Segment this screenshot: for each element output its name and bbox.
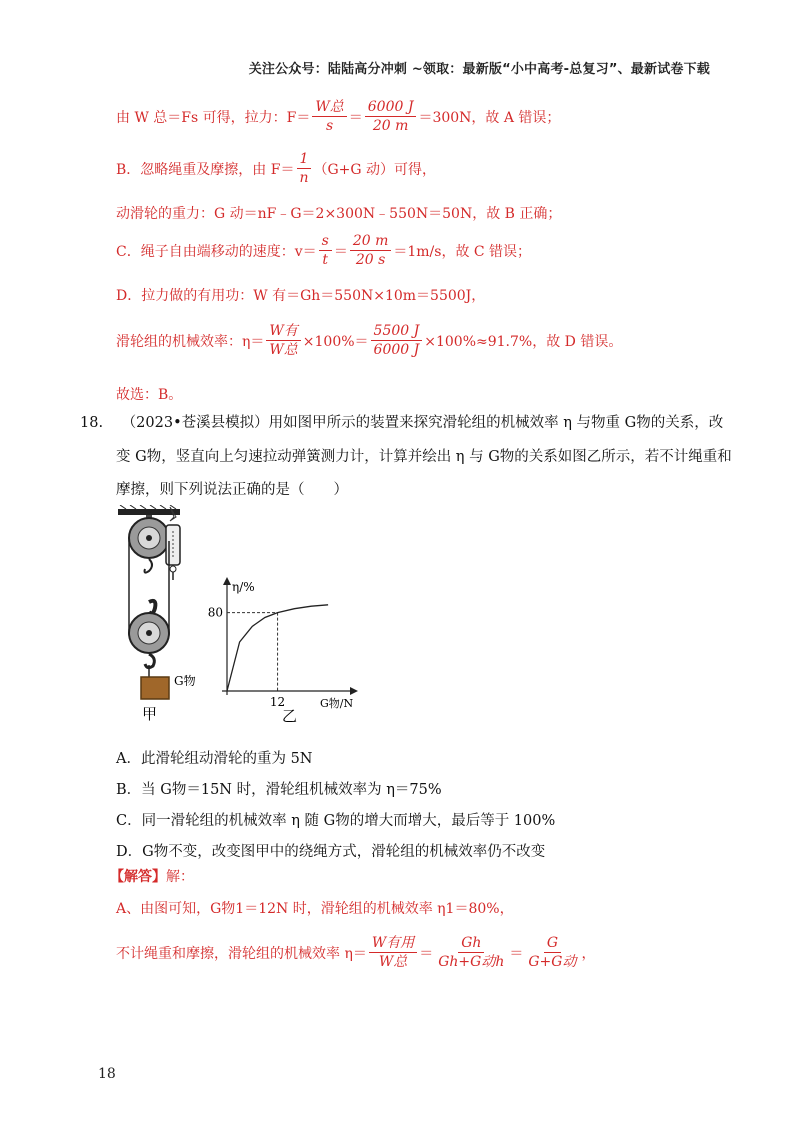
figure-jia-label: 甲 (142, 705, 158, 723)
solution-line-d2: 滑轮组的机械效率：η＝ $\frac{\text{W有}}{\text{W总}}$ ×100%＝ $\frac{5500 J}{6000 J}$ ×100%≈91.7%，故 D 错误。 (116, 323, 623, 358)
figure-yi-label: 乙 (282, 707, 298, 725)
y-axis-arrow (223, 577, 231, 585)
question-figure (110, 505, 370, 725)
question-18-line-3: 摩擦，则下列说法正确的是（ ） (116, 482, 348, 498)
x-tick-label: 12 (269, 695, 286, 709)
option-d: D．G物不变，改变图甲中的绕绳方式，滑轮组的机械效率仍不改变 (116, 844, 546, 860)
movable-pulley-icon (129, 613, 169, 677)
option-a: A．此滑轮组动滑轮的重为 5N (116, 751, 313, 767)
solution-line-b: B．忽略绳重及摩擦，由 F＝ $\frac{1}{n}$ （G+G 动）可得， (116, 151, 437, 186)
solution-line-c: C．绳子自由端移动的速度：v＝ $\frac{s}{t}$ ＝ $\frac{20 m}{20 s}$ ＝1m/s，故 C 错误； (116, 233, 532, 268)
solution-line-a: 由 W 总＝Fs 可得，拉力：F＝ $\frac{\text{W总}}{s}$ ＝ $\frac{6000 J}{20 m}$ ＝300N，故 A 错误； (116, 99, 561, 134)
option-b: B．当 G物＝15N 时，滑轮组机械效率为 η＝75% (116, 782, 442, 798)
question-18-line-2: 变 G物，竖直向上匀速拉动弹簧测力计，计算并绘出 η 与 G物的关系如图乙所示，若不计绳重和 (116, 449, 732, 465)
y-tick-label: 80 (207, 605, 223, 620)
option-c: C．同一滑轮组的机械效率 η 随 G物的增大而增大，最后等于 100% (116, 813, 556, 829)
fraction: $\frac{5500 J}{6000 J}$ (371, 322, 423, 359)
x-axis-label: G物/N (320, 697, 354, 710)
answer-heading: 【解答】 解： (110, 869, 194, 885)
solution-answer: 故选：B。 (116, 387, 183, 403)
fraction: $\frac{\text{W总}}{s}$ (312, 98, 346, 135)
answer-line-a: A、由图可知，G物1＝12N 时，滑轮组的机械效率 η1＝80%， (116, 901, 514, 917)
fraction: $\frac{Gh}{\text{Gh+G动h}}$ (438, 935, 505, 970)
fraction: $\frac{\text{W有}}{\text{W总}}$ (266, 322, 300, 359)
solution-line-b2: 动滑轮的重力：G 动＝nF﹣G＝2×300N﹣550N＝50N，故 B 正确； (116, 206, 562, 222)
question-number: 18. (80, 415, 104, 431)
solution-line-d: D．拉力做的有用功：W 有＝Gh＝550N×10m＝5500J， (116, 288, 486, 304)
answer-efficiency-formula: 不计绳重和摩擦，滑轮组的机械效率 η＝ $\frac{\text{W有用}}{\text{W总}}$ ＝ $\frac{Gh}{\text{Gh+G动h}}$ ＝ $\frac{G}{\text{G+G动}}$ ， (116, 935, 596, 970)
fraction: $\frac{6000 J}{20 m}$ (365, 98, 417, 135)
y-axis-label: η/% (232, 580, 255, 594)
fraction: $\frac{s}{t}$ (319, 232, 332, 269)
page-number: 18 (98, 1066, 116, 1082)
spring-scale-icon (166, 507, 180, 572)
fraction: $\frac{20 m}{20 s}$ (350, 232, 392, 269)
weight-label: G物 (174, 674, 196, 688)
x-axis-arrow (350, 687, 358, 695)
fixed-pulley-icon (129, 518, 169, 573)
question-18-line-1: 18. （2023•苍溪县模拟）用如图甲所示的装置来探究滑轮组的机械效率 η 与物重 G物的关系，改 (80, 415, 724, 431)
fraction: $\frac{\text{W有用}}{\text{W总}}$ (369, 934, 417, 971)
page-header: 关注公众号：陆陆高分冲刺 ~领取：最新版“小中高考-总复习”、最新试卷下载 (248, 62, 710, 77)
fraction: $\frac{G}{\text{G+G动}}$ (528, 935, 577, 970)
weight-block-icon (141, 677, 169, 699)
fraction: $\frac{1}{n}$ (296, 150, 311, 187)
efficiency-chart (208, 577, 358, 725)
hook-icon (149, 601, 155, 613)
